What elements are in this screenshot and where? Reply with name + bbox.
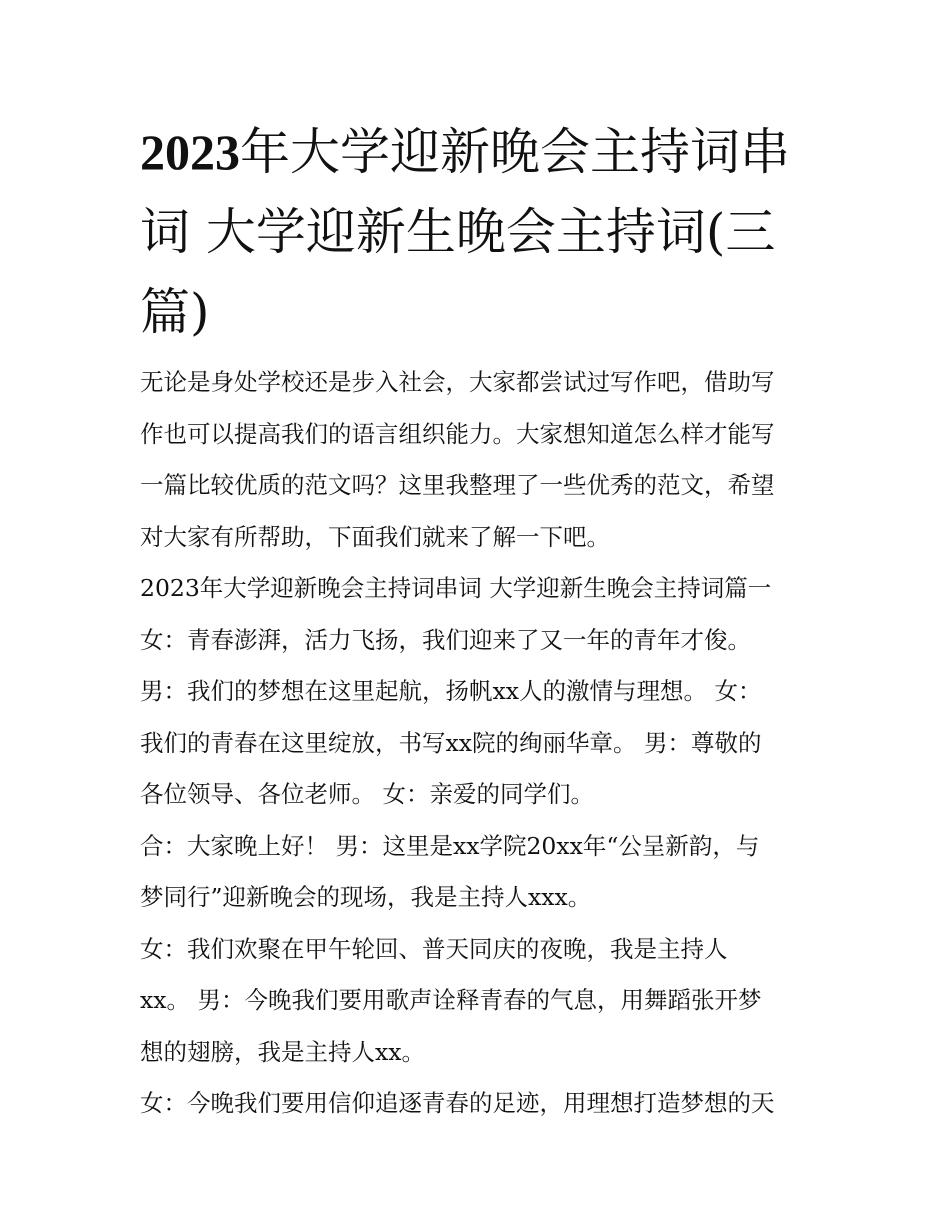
body-line: 女：青春澎湃，活力飞扬，我们迎来了又一年的青年才俊。 [140, 625, 751, 654]
body-line: 我们的青春在这里绽放，书写xx院的绚丽华章。 男：尊敬的 [140, 728, 762, 757]
body-line: 合：大家晚上好！ 男：这里是xx学院20xx年“公呈新韵，与 [140, 831, 760, 860]
document-body [140, 357, 820, 1130]
body-line: 女：我们欢聚在甲午轮回、普天同庆的夜晚，我是主持人 [140, 934, 728, 963]
body-line: 无论是身处学校还是步入社会，大家都尝试过写作吧，借助写 [140, 368, 775, 396]
title-line-1: 2023年大学迎新晚会主持词串 [140, 123, 790, 181]
body-line: 想的翅膀，我是主持人xx。 [140, 1037, 426, 1066]
body-line: 各位领导、各位老师。 女：亲爱的同学们。 [140, 780, 594, 808]
title-year: 2023 [140, 124, 240, 180]
body-line: 一篇比较优质的范文吗？这里我整理了一些优秀的范文，希望 [140, 471, 775, 499]
body-line: 男：我们的梦想在这里起航，扬帆xx人的激情与理想。 女： [140, 677, 762, 705]
section-heading: 2023年大学迎新晚会主持词串词 大学迎新生晚会主持词篇一 [140, 574, 772, 602]
document-title [140, 112, 820, 352]
title-line-2: 词 大学迎新生晚会主持词(三 [140, 203, 776, 261]
body-line: 作也可以提高我们的语言组织能力。大家想知道怎么样才能写 [140, 419, 775, 448]
body-line: 梦同行”迎新晚会的现场，我是主持人xxx。 [140, 883, 592, 911]
body-line: 对大家有所帮助，下面我们就来了解一下吧。 [140, 522, 610, 551]
body-line: 女：今晚我们要用信仰追逐青春的足迹，用理想打造梦想的天 [140, 1089, 775, 1117]
body-line: xx。 男：今晚我们要用歌声诠释青春的气息，用舞蹈张开梦 [140, 986, 762, 1014]
title-line-3: 篇) [140, 283, 210, 341]
